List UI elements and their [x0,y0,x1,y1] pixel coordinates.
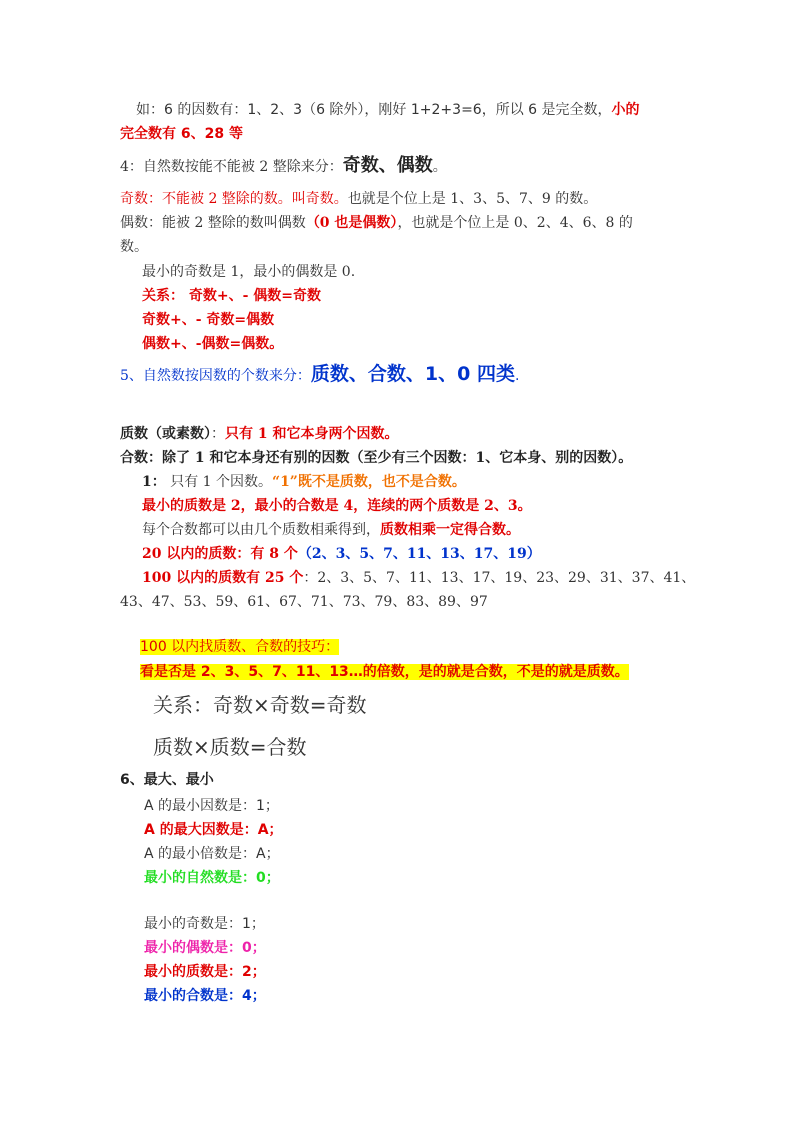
relation-line-1: 关系： 奇数+、- 偶数=奇数 [142,288,322,304]
section-5-heading [120,364,519,386]
composite-definition: 合数：除了 1 和它本身还有别的因数（至少有三个因数：1、它本身、别的因数）。 [120,450,633,466]
primes-under-100-list-2: 43、47、53、59、61、67、71、73、79、83、89、97 [120,594,488,610]
composite-product [142,520,520,540]
even-definition-text: 偶数：能被 2 整除的数叫偶数 [120,215,306,231]
section-5-text: 5、自然数按因数的个数来分： [120,368,311,384]
odd-definition-digits: 也就是个位上是 1、3、5、7、9 的数。 [347,191,598,207]
perfect-number-line-2: 完全数有 6、28 等 [120,126,243,142]
even-zero-note: （0 也是偶数） [305,215,398,231]
one-note: “1”既不是质数，也不是合数。 [272,474,466,490]
relation-odd-product: 关系：奇数×奇数=奇数 [153,693,367,717]
min-multiple-of-a: A 的最小倍数是：A； [144,846,280,862]
min-natural-number: 最小的自然数是：0； [144,870,280,886]
prime-term: 质数（或素数） [120,426,211,442]
section-6-heading: 6、最大、最小 [120,772,214,788]
primes-under-100 [142,568,695,588]
section-4-emphasis: 奇数、偶数 [342,155,433,176]
primes-under-100-label: 100 以内的质数有 25 个 [142,570,304,586]
odd-definition [120,189,597,209]
section-4-heading [120,156,447,177]
one-definition [142,472,466,492]
section-4-text: 4：自然数按能不能被 2 整除来分： [120,159,343,175]
one-factor-count: 只有 1 个因数。 [165,474,273,490]
min-even-number: 最小的偶数是：0； [144,940,266,956]
prime-definition [120,424,399,444]
composite-product-text: 每个合数都可以由几个质数相乘得到， [142,522,380,538]
tip-body [140,662,629,682]
section-4-period: 。 [432,159,447,175]
one-term: 1： [142,474,166,490]
even-definition [120,213,633,233]
primes-under-20-list: （2、3、5、7、11、13、17、19） [297,546,541,562]
section-5-period: . [514,368,520,384]
even-definition-digits: ，也就是个位上是 0、2、4、6、8 的 [397,215,633,231]
min-odd-number: 最小的奇数是：1； [144,916,265,932]
primes-under-20-label: 20 以内的质数：有 8 个 [142,546,298,562]
primes-under-20 [142,544,541,564]
odd-definition-text: 奇数：不能被 2 整除的数。叫奇数。 [120,191,348,207]
relation-line-3: 偶数+、-偶数=偶数。 [142,336,284,352]
relation-line-2: 奇数+、- 奇数=偶数 [142,312,275,328]
prime-definition-text: 只有 1 和它本身两个因数。 [225,426,399,442]
max-factor-of-a: A 的最大因数是：A； [144,822,283,838]
prime-product-rule: 质数相乘一定得合数。 [380,522,520,538]
min-prime-composite: 最小的质数是 2，最小的合数是 4，连续的两个质数是 2、3。 [142,498,532,514]
perfect-number-emphasis: 小的 [611,102,640,118]
min-factor-of-a: A 的最小因数是：1； [144,798,279,814]
tip-body-text: 看是否是 2、3、5、7、11、13…的倍数，是的就是合数，不是的就是质数。 [140,664,629,680]
section-5-emphasis: 质数、合数、1、0 四类 [310,363,515,385]
perfect-number-line-1 [136,100,640,120]
prime-colon: ： [211,426,225,442]
primes-under-100-list-1: ：2、3、5、7、11、13、17、19、23、29、31、37、41、 [303,570,696,586]
min-prime-number: 最小的质数是：2； [144,964,266,980]
tip-title-text: 100 以内找质数、合数的技巧： [140,639,340,655]
tip-title [140,637,339,657]
even-definition-cont: 数。 [120,239,148,255]
relation-prime-product: 质数×质数=合数 [153,735,307,759]
min-composite-number: 最小的合数是：4； [144,988,266,1004]
min-odd-even: 最小的奇数是 1，最小的偶数是 0. [142,264,356,280]
perfect-number-text: 如：6 的因数有：1、2、3（6 除外），刚好 1+2+3=6，所以 6 是完全数， [136,102,612,118]
